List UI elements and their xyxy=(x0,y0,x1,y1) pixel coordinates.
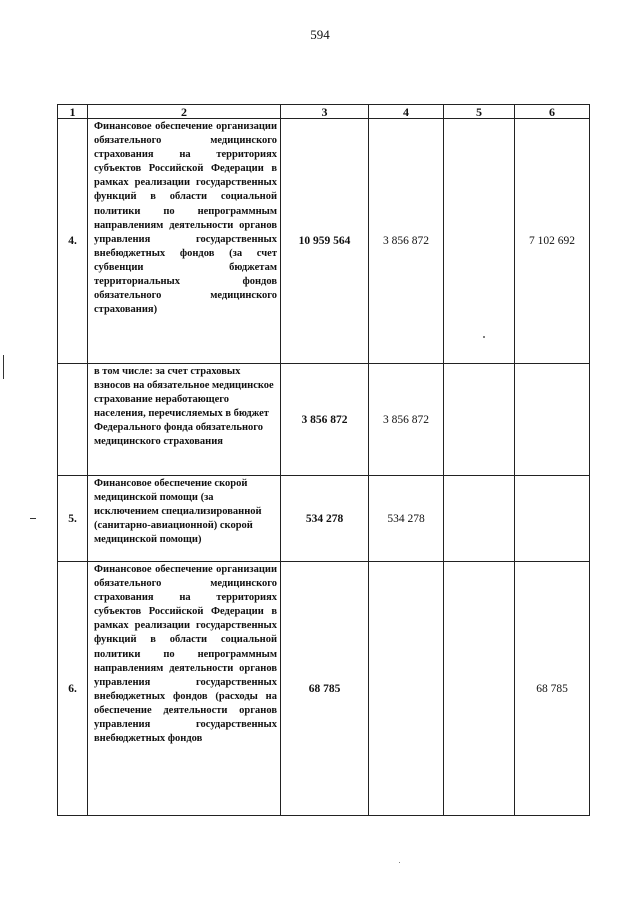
col-header-4: 4 xyxy=(369,105,444,119)
cell-col4: 3 856 872 xyxy=(369,364,444,476)
cell-col6 xyxy=(515,476,590,562)
row-description: Финансовое обеспечение скорой медицинской помощи (за исключением специализированной (санитарно-авиационной) скорой медицинской помощи) xyxy=(88,476,281,562)
row-number xyxy=(58,364,88,476)
cell-col4: 3 856 872 xyxy=(369,119,444,364)
cell-col3: 534 278 xyxy=(281,476,369,562)
row-description: Финансовое обеспечение организации обязательного медицинского страхования на территориях субъектов Российской Федерации в рамках реализации государственных функций в области социальной политики по непрограммным направлениям деятельности органов управления государственных внебюджетных фондов (расходы на обеспечение деятельности органов управления государственных внебюджетных фондов xyxy=(88,562,281,816)
cell-col4: 534 278 xyxy=(369,476,444,562)
cell-col4 xyxy=(369,562,444,816)
scan-mark xyxy=(3,355,4,379)
table-row xyxy=(58,476,590,562)
cell-col5 xyxy=(444,476,515,562)
scan-speck xyxy=(483,336,485,338)
scan-mark xyxy=(30,518,36,519)
col-header-6: 6 xyxy=(515,105,590,119)
budget-table xyxy=(57,104,590,816)
page-number: 594 xyxy=(310,27,330,42)
scan-speck xyxy=(399,862,400,863)
col-header-2: 2 xyxy=(88,105,281,119)
cell-col6: 7 102 692 xyxy=(515,119,590,364)
table-row xyxy=(58,364,590,476)
row-number: 6. xyxy=(58,562,88,816)
cell-col5 xyxy=(444,119,515,364)
row-description: в том числе: за счет страховых взносов на обязательное медицинское страхование неработающего населения, перечисляемых в бюджет Федерального фонда обязательного медицинского страхования xyxy=(88,364,281,476)
cell-col3: 68 785 xyxy=(281,562,369,816)
table-row xyxy=(58,119,590,364)
cell-col5 xyxy=(444,364,515,476)
cell-col6: 68 785 xyxy=(515,562,590,816)
cell-col6 xyxy=(515,364,590,476)
cell-col3: 3 856 872 xyxy=(281,364,369,476)
row-description: Финансовое обеспечение организации обязательного медицинского страхования на территориях субъектов Российской Федерации в рамках реализации государственных функций в области социальной политики по непрограммным направлениям деятельности органов управления государственных внебюджетных фондов (за счет субвенции бюджетам территориальных фондов обязательного медицинского страхования) xyxy=(88,119,281,364)
col-header-3: 3 xyxy=(281,105,369,119)
row-number: 5. xyxy=(58,476,88,562)
table-row xyxy=(58,562,590,816)
cell-col5 xyxy=(444,562,515,816)
col-header-5: 5 xyxy=(444,105,515,119)
row-number: 4. xyxy=(58,119,88,364)
col-header-1: 1 xyxy=(58,105,88,119)
cell-col3: 10 959 564 xyxy=(281,119,369,364)
header-row xyxy=(58,105,590,119)
